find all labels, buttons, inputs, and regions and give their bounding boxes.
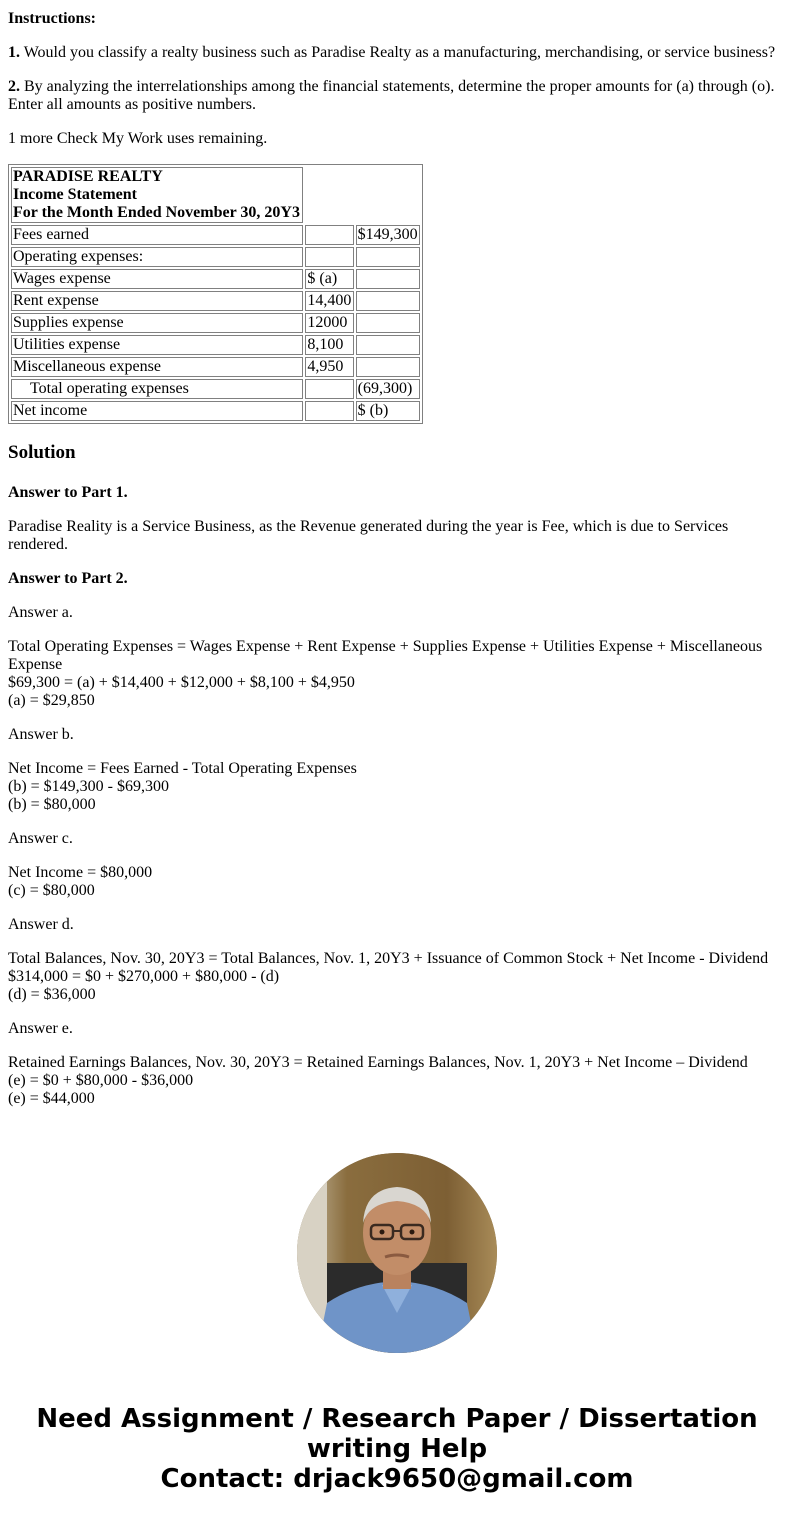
row-amount-1: 4,950 [305, 357, 353, 377]
table-row [11, 401, 420, 421]
answer-line: Total Operating Expenses = Wages Expense + Rent Expense + Supplies Expense + Utilities Expense + Miscellaneous Expense [8, 638, 763, 673]
table-row [11, 269, 420, 289]
part-1-text: Paradise Reality is a Service Business, as the Revenue generated during the year is Fee, which is due to Services rendered. [8, 518, 729, 553]
row-label: Supplies expense [11, 313, 303, 333]
answer-line: $69,300 = (a) + $14,400 + $12,000 + $8,100 + $4,950 [8, 674, 355, 691]
statement-header-row [11, 167, 420, 223]
answer-line: (d) = $36,000 [8, 986, 96, 1003]
row-amount-1: 12000 [305, 313, 353, 333]
table-row [11, 247, 420, 267]
answer-line: (e) = $0 + $80,000 - $36,000 [8, 1072, 194, 1089]
answer-line: (b) = $149,300 - $69,300 [8, 778, 170, 795]
statement-period: For the Month Ended November 30, 20Y3 [13, 204, 300, 221]
question-1-text: Would you classify a realty business such as Paradise Realty as a manufacturing, merchandising, or service business? [20, 44, 776, 61]
row-amount-2: (69,300) [356, 379, 420, 399]
answer-d-body [8, 950, 786, 1004]
question-1-number: 1. [8, 44, 20, 61]
promo-line-1: Need Assignment / Research Paper / Dissertation [36, 1404, 758, 1434]
statement-company: PARADISE REALTY [13, 168, 163, 185]
person-photo-icon [297, 1153, 497, 1353]
row-amount-2 [356, 357, 420, 377]
row-amount-2 [356, 291, 420, 311]
answer-b-heading: Answer b. [8, 726, 74, 743]
row-label: Net income [11, 401, 303, 421]
question-1 [8, 44, 775, 62]
table-row [11, 291, 420, 311]
table-row [11, 225, 420, 245]
statement-header [11, 167, 303, 223]
row-amount-1 [305, 225, 353, 245]
row-amount-2: $149,300 [356, 225, 420, 245]
answer-line: Total Balances, Nov. 30, 20Y3 = Total Balances, Nov. 1, 20Y3 + Issuance of Common Stock + Net Income - Dividend [8, 950, 769, 967]
answer-b-body [8, 760, 786, 814]
check-my-work-note: 1 more Check My Work uses remaining. [8, 130, 268, 147]
row-amount-1 [305, 379, 353, 399]
answer-d-heading: Answer d. [8, 916, 74, 933]
answer-line: (c) = $80,000 [8, 882, 95, 899]
answer-line: Net Income = Fees Earned - Total Operating Expenses [8, 760, 357, 777]
answer-c-body [8, 864, 786, 900]
answer-a-heading: Answer a. [8, 604, 73, 621]
answer-line: $314,000 = $0 + $270,000 + $80,000 - (d) [8, 968, 280, 985]
answer-line: (a) = $29,850 [8, 692, 95, 709]
question-2-text: By analyzing the interrelationships among the financial statements, determine the proper amounts for (a) through (o). Enter all amounts as positive numbers. [8, 78, 775, 113]
answer-line: Net Income = $80,000 [8, 864, 153, 881]
statement-name: Income Statement [13, 186, 137, 203]
promo-line-2: writing Help [306, 1434, 488, 1464]
row-label: Miscellaneous expense [11, 357, 303, 377]
row-amount-2 [356, 335, 420, 355]
row-amount-2: $ (b) [356, 401, 420, 421]
answer-c-heading: Answer c. [8, 830, 73, 847]
part-2-heading: Answer to Part 2. [8, 570, 128, 587]
row-label: Utilities expense [11, 335, 303, 355]
table-row [11, 335, 420, 355]
part-1-heading: Answer to Part 1. [8, 484, 128, 501]
row-amount-1 [305, 247, 353, 267]
answer-a-body [8, 638, 786, 710]
row-amount-2 [356, 269, 420, 289]
row-label: Wages expense [11, 269, 303, 289]
table-row [11, 357, 420, 377]
row-label: Fees earned [11, 225, 303, 245]
table-row [11, 379, 420, 399]
row-amount-1: $ (a) [305, 269, 353, 289]
answer-e-body [8, 1054, 786, 1108]
row-amount-1: 14,400 [305, 291, 353, 311]
answer-line: (e) = $44,000 [8, 1090, 95, 1107]
instructions-title: Instructions: [8, 10, 97, 27]
answer-e-heading: Answer e. [8, 1020, 73, 1037]
promo-contact[interactable]: Contact: drjack9650@gmail.com [160, 1464, 634, 1494]
row-label: Total operating expenses [11, 379, 303, 399]
row-amount-1: 8,100 [305, 335, 353, 355]
row-amount-1 [305, 401, 353, 421]
row-amount-2 [356, 313, 420, 333]
row-amount-2 [356, 247, 420, 267]
solution-title: Solution [8, 442, 76, 463]
income-statement-table [8, 164, 423, 424]
question-2-number: 2. [8, 78, 20, 95]
answer-line: Retained Earnings Balances, Nov. 30, 20Y3 = Retained Earnings Balances, Nov. 1, 20Y3 + Net Income – Dividend [8, 1054, 748, 1071]
row-label: Rent expense [11, 291, 303, 311]
answer-line: (b) = $80,000 [8, 796, 96, 813]
promo-banner [0, 1404, 794, 1494]
table-row [11, 313, 420, 333]
question-2 [8, 78, 783, 114]
row-label: Operating expenses: [11, 247, 303, 267]
author-avatar [297, 1153, 497, 1353]
